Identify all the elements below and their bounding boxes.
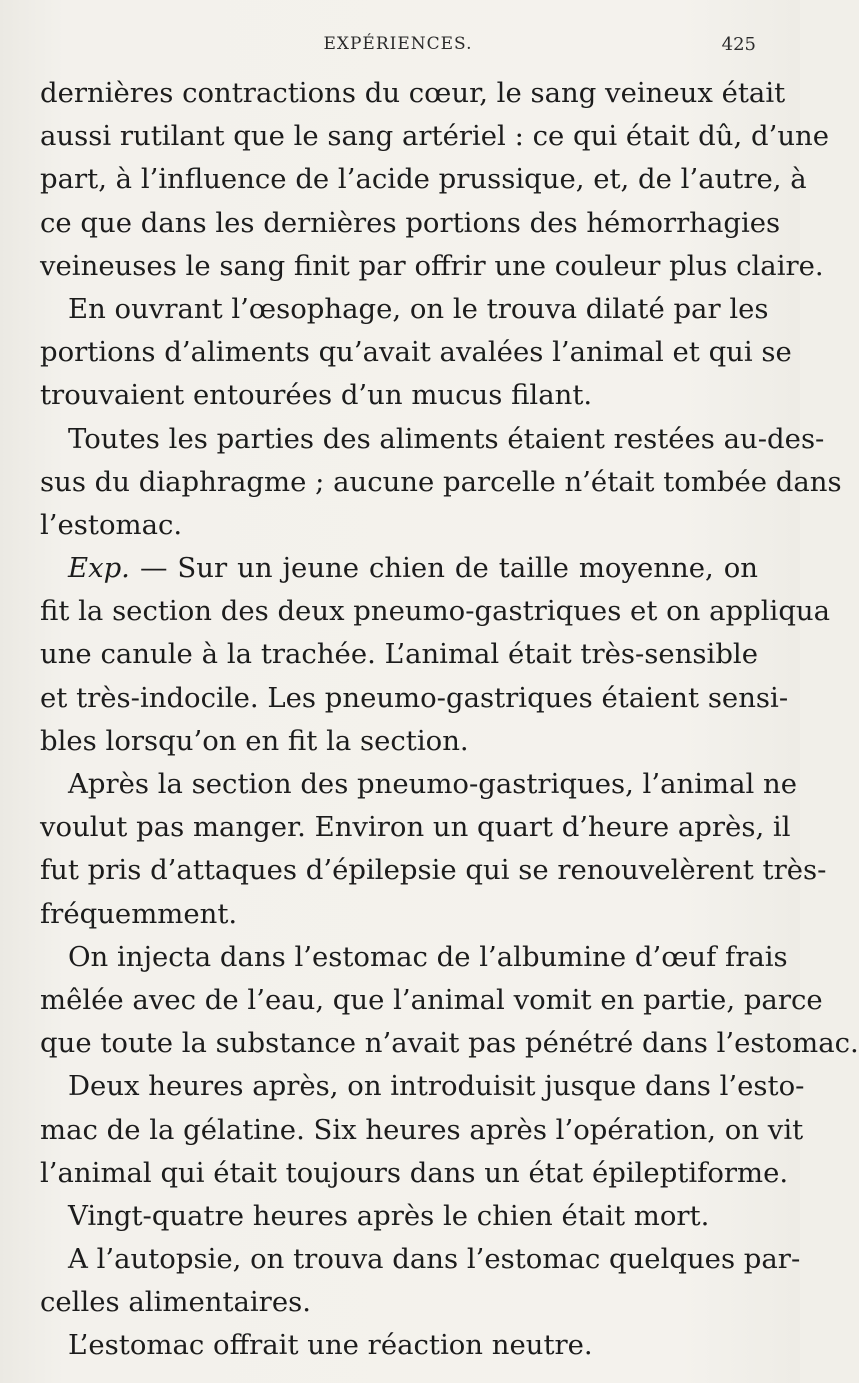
text-line: On injecta dans l’estomac de l’albumine d’œuf frais bbox=[68, 940, 788, 973]
text-line: Après la section des pneumo-gastriques, l’animal ne bbox=[68, 768, 797, 800]
text-line: voulut pas manger. Environ un quart d’heure après, il bbox=[40, 811, 791, 844]
text-line: portions d’aliments qu’avait avalées l’animal et qui se bbox=[40, 336, 792, 369]
text-line: Deux heures après, on introduisit jusque dans l’esto- bbox=[68, 1070, 805, 1103]
text-line: mac de la gélatine. Six heures après l’opération, on vit bbox=[40, 1113, 804, 1146]
text-line: que toute la substance n’avait pas pénétré dans l’estomac. bbox=[40, 1027, 859, 1060]
text-line: L’estomac offrait une réaction neutre. bbox=[68, 1329, 593, 1362]
running-head: EXPÉRIENCES. bbox=[323, 34, 473, 54]
text-line: sus du diaphragme ; aucune parcelle n’était tombée dans bbox=[40, 465, 842, 498]
text-line: trouvaient entourées d’un mucus filant. bbox=[40, 379, 593, 412]
text-line: fit la section des deux pneumo-gastriques et on appliqua bbox=[40, 595, 831, 628]
text-line: Vingt-quatre heures après le chien était mort. bbox=[68, 1199, 710, 1232]
text-line: l’animal qui était toujours dans un état épileptiforme. bbox=[40, 1156, 789, 1189]
text-line: veineuses le sang finit par offrir une couleur plus claire. bbox=[40, 249, 824, 282]
text-line: une canule à la trachée. L’animal était très-sensible bbox=[40, 638, 758, 671]
text-line-exp bbox=[40, 547, 758, 590]
text-line: fut pris d’attaques d’épilepsie qui se renouvelèrent très- bbox=[40, 854, 827, 887]
text-line: l’estomac. bbox=[40, 508, 183, 541]
text-line: A l’autopsie, on trouva dans l’estomac quelques par- bbox=[68, 1243, 801, 1276]
body-text bbox=[40, 72, 859, 1368]
text-line: mêlée avec de l’eau, que l’animal vomit en partie, parce bbox=[40, 983, 823, 1016]
text-line: fréquemment. bbox=[40, 897, 238, 930]
exp-label: Exp. bbox=[68, 552, 130, 585]
text-line: part, à l’influence de l’acide prussique, et, de l’autre, à bbox=[40, 163, 807, 196]
page-header bbox=[40, 34, 756, 60]
text-line: bles lorsqu’on en fit la section. bbox=[40, 724, 469, 757]
text-line: Toutes les parties des aliments étaient restées au-des- bbox=[68, 422, 825, 455]
text-line: et très-indocile. Les pneumo-gastriques étaient sensi- bbox=[40, 681, 789, 714]
text-line: ce que dans les dernières portions des hémorrhagies bbox=[40, 206, 781, 239]
text-line: celles alimentaires. bbox=[40, 1286, 311, 1319]
text-line: aussi rutilant que le sang artériel : ce qui était dû, d’une bbox=[40, 120, 830, 153]
exp-text: — Sur un jeune chien de taille moyenne, on bbox=[139, 552, 758, 585]
page-number: 425 bbox=[721, 34, 756, 55]
text-line: dernières contractions du cœur, le sang veineux était bbox=[40, 77, 786, 109]
text-line: En ouvrant l’œsophage, on le trouva dilaté par les bbox=[68, 292, 769, 325]
